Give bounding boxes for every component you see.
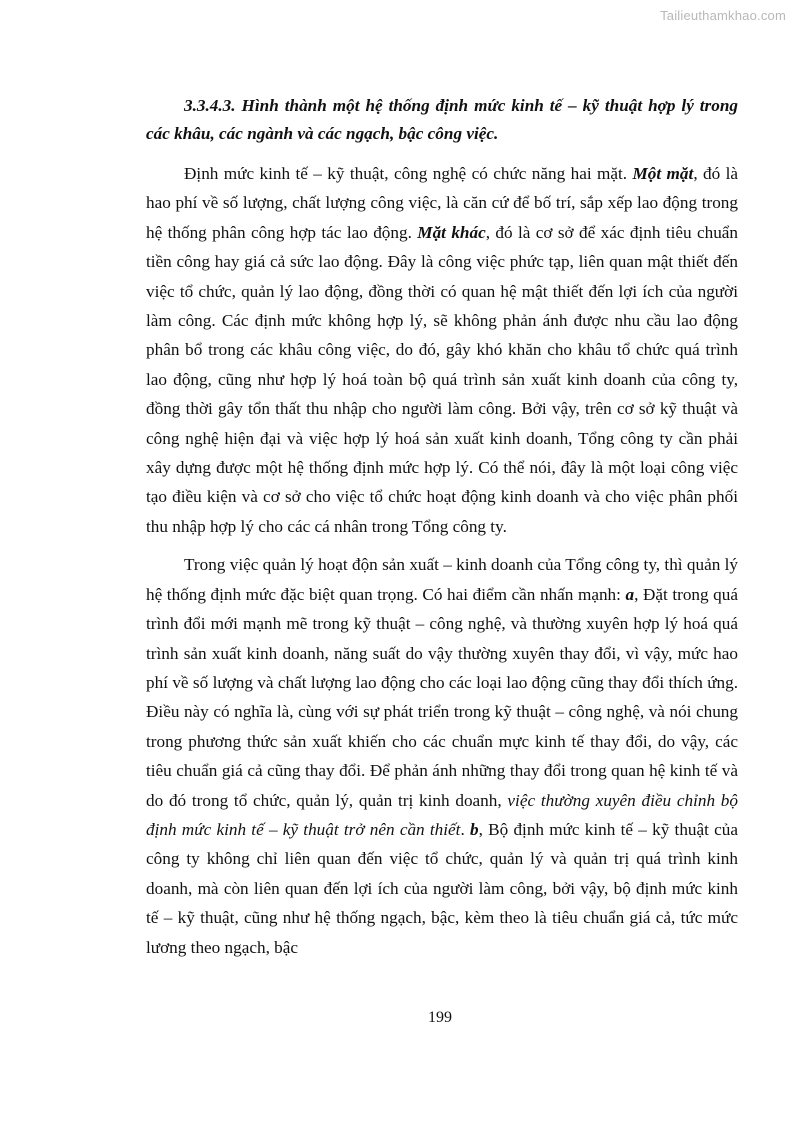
- watermark: Tailieuthamkhao.com: [660, 8, 786, 23]
- page-number: 199: [428, 1009, 452, 1026]
- section-heading: 3.3.4.3. Hình thành một hệ thống định mức kinh tế – kỹ thuật hợp lý trong các khâu, các ngành và các ngạch, bậc công việc.: [146, 96, 738, 143]
- p2-italic-phrase: việc thường xuyên điều chỉnh bộ định mức kinh tế – kỹ thuật trở nên cần thiết: [146, 790, 738, 839]
- p2-emphasis-b: b: [470, 819, 479, 839]
- p1-text-3: , đó là cơ sở để xác định tiêu chuẩn tiền công hay giá cả sức lao động. Đây là công việc phức tạp, liên quan mật thiết đến việc tổ chức, quản lý lao động, đồng thời có quan hệ mật thiết đến lợi ích của người làm công. Các định mức không hợp lý, sẽ không phản ánh được nhu cầu lao động phân bổ trong các khâu công việc, do đó, gây khó khăn cho khâu tổ chức quá trình lao động, cũng như hợp lý hoá toàn bộ quá trình sản xuất kinh doanh của công ty, đồng thời gây tổn thất thu nhập cho người làm công. Bởi vậy, trên cơ sở kỹ thuật và công nghệ hiện đại và việc hợp lý hoá sản xuất kinh doanh, Tổng công ty cần phải xây dựng được một hệ thống định mức hợp lý. Có thể nói, đây là một loại công việc tạo điều kiện và cơ sở cho việc tổ chức hoạt động kinh doanh và cho việc phân phối thu nhập hợp lý cho các cá nhân trong Tổng công ty.: [146, 222, 739, 536]
- p2-text-4: , Bộ định mức kinh tế – kỹ thuật của công ty không chỉ liên quan đến việc tổ chức, quản lý và quản trị quá trình kinh doanh, mà còn liên quan đến lợi ích của người làm công, bởi vậy, bộ định mức kinh tế – kỹ thuật, cũng như hệ thống ngạch, bậc, kèm theo là tiêu chuẩn giá cả, tức mức lương theo ngạch, bậc: [146, 819, 739, 957]
- p2-emphasis-a: a: [625, 584, 635, 604]
- p2-text-2: , Đặt trong quá trình đổi mới mạnh mẽ trong kỹ thuật – công nghệ, và thường xuyên hợp lý hoá quá trình sản xuất kinh doanh, năng suất do vậy thường xuyên thay đổi, vì vậy, mức hao phí về số lượng và chất lượng lao động cho các loại lao động cũng thay đổi thích ứng. Điều này có nghĩa là, cùng với sự phát triển trong kỹ thuật – công nghệ, và nói chung trong phương thức sản xuất khiến cho các chuẩn mực kinh tế thay đổi, do vậy, các tiêu chuẩn giá cả cũng thay đổi. Để phản ánh những thay đổi trong quan hệ kinh tế và do đó trong tổ chức, quản lý, quản trị kinh doanh,: [146, 584, 738, 810]
- paragraph-2: [146, 550, 738, 962]
- p2-text-3: .: [460, 819, 470, 839]
- p1-text-1: Định mức kinh tế – kỹ thuật, công nghệ có chức năng hai mặt.: [184, 164, 633, 183]
- paragraph-1: [146, 159, 738, 541]
- p1-emphasis-mot-mat: Một mặt: [632, 164, 694, 183]
- document-body: [146, 92, 738, 971]
- p1-text-2: , đó là hao phí về số lượng, chất lượng công việc, là căn cứ để bố trí, sắp xếp lao động trong hệ thống phân công hợp tác lao động.: [146, 164, 739, 242]
- p2-text-1: Trong việc quản lý hoạt độn sản xuất – kinh doanh của Tổng công ty, thì quản lý hệ thống định mức đặc biệt quan trọng. Có hai điểm cần nhấn mạnh:: [146, 555, 738, 604]
- p1-emphasis-mat-khac: Mặt khác: [417, 222, 486, 242]
